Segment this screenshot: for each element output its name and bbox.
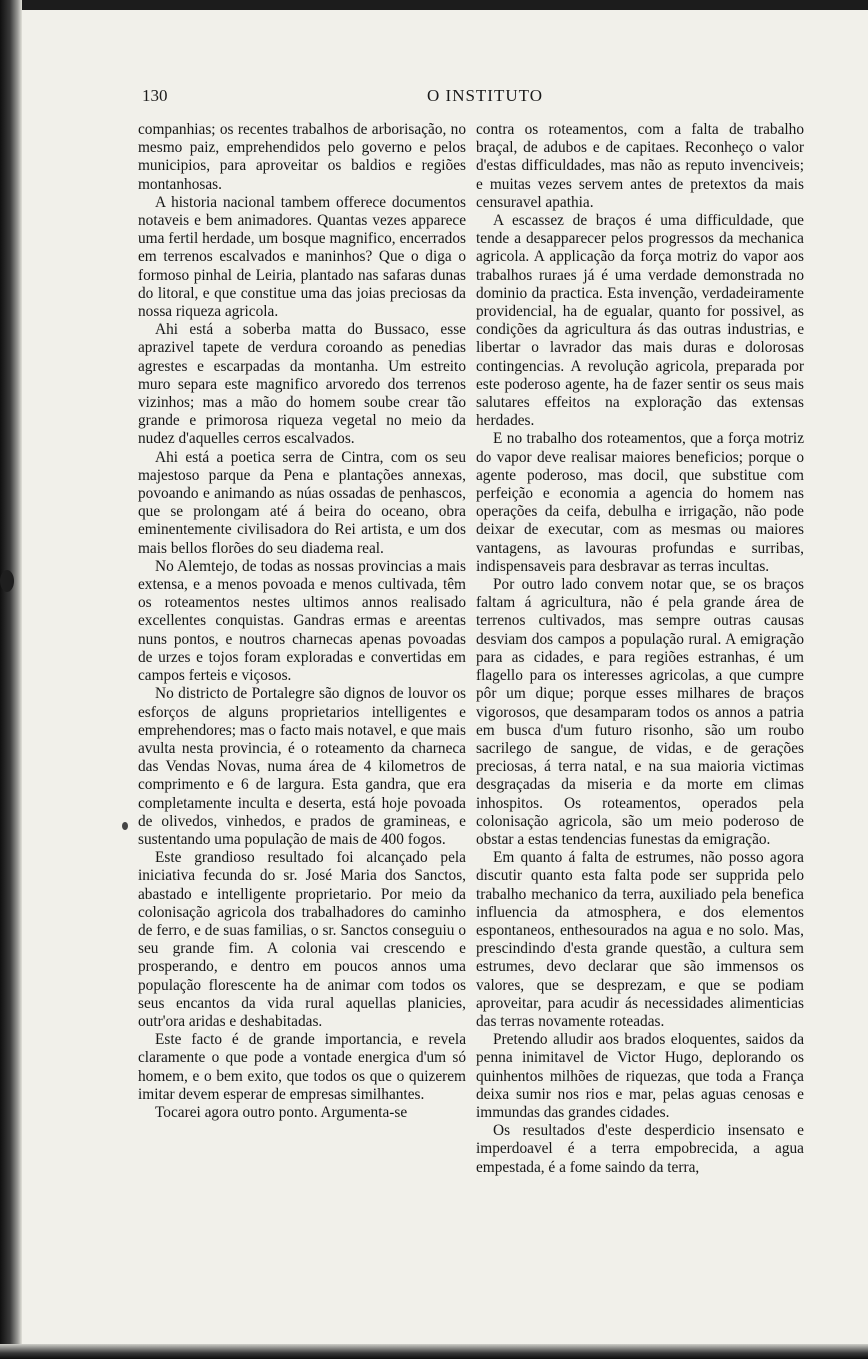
right-column — [476, 121, 804, 1177]
paragraph: No districto de Portalegre são dignos de louvor os esforços de alguns proprietarios intelligentes e emprehendores; mas o facto mais notavel, e que mais avulta nesta provincia, é o roteamento da charneca das Vendas Novas, numa área de 4 kilometros de comprimento e 6 de largura. Esta gandra, que era completamente inculta e deserta, está hoje povoada de olivedos, vinhedos, e prados de gramineas, e sustentando uma população de mais de 400 fogos. — [138, 685, 466, 848]
page-number: 130 — [142, 86, 168, 105]
paragraph: Ahi está a poetica serra de Cintra, com os seu majestoso parque da Pena e plantações annexas, povoando e animando as núas ossadas de penhascos, que se prolongam até á beira do oceano, obra eminentemente civilisadora do Rei artista, e um dos mais bellos florões do seu diadema real. — [138, 448, 466, 557]
paragraph: Os resultados d'este desperdicio insensato e imperdoavel é a terra empobrecida, a agua empestada, é a fome saindo da terra, — [476, 1122, 804, 1176]
paragraph: A historia nacional tambem offerece documentos notaveis e bem animadores. Quantas vezes apparece uma fertil herdade, um bosque magnifico, encerrados em terrenos escalvados e maninhos? Que o diga o formoso pinhal de Leiria, plantado nas safaras dunas do litoral, e que constitue uma das joias preciosas da nossa riqueza agricola. — [138, 193, 466, 321]
page-header — [140, 86, 830, 110]
binding-gutter — [0, 0, 22, 1359]
running-title: O INSTITUTO — [427, 86, 543, 105]
paragraph: Ahi está a soberba matta do Bussaco, esse aprazivel tapete de verdura coroando as penedias agrestes e escarpadas da montanha. Um estreito muro separa este magnifico arvoredo dos terrenos vizinhos; mas a mão do homem soube crear tão grande e primorosa riqueza vegetal no meio da nudez d'aquelles cerros escalvados. — [138, 321, 466, 448]
ink-blot — [0, 570, 14, 592]
paragraph: contra os roteamentos, com a falta de trabalho braçal, de adubos e de capitaes. Reconheço o valor d'estas difficuldades, mas não as reputo invenciveis; e muitas vezes servem antes de pretextos da mais censuravel apathia. — [476, 121, 804, 211]
ink-speck — [122, 822, 128, 830]
paragraph: Este grandioso resultado foi alcançado pela iniciativa fecunda do sr. José Maria dos Sanctos, abastado e intelligente proprietario. Por meio da colonisação agricola dos trabalhadores do caminho de ferro, e de suas familias, o sr. Sanctos conseguiu o seu grande fim. A colonia vai crescendo e prosperando, e dentro em poucos annos uma população florescente ha de animar com todos os seus encantos da vida rural aquellas planicies, outr'ora aridas e deshabitadas. — [138, 849, 466, 1030]
paragraph: Este facto é de grande importancia, e revela claramente o que pode a vontade energica d'um só homem, e o bem exito, que todos os que o quizerem imitar devem esperar de empresas similhantes. — [138, 1031, 466, 1103]
book-page — [22, 10, 868, 1344]
paragraph: A escassez de braços é uma difficuldade, que tende a desapparecer pelos progressos da mechanica agricola. A applicação da força motriz do vapor aos trabalhos ruraes já é uma verdade demonstrada no dominio da practica. Esta invenção, verdadeiramente providencial, ha de egualar, quanto for possivel, as condições da agricultura ás das outras industrias, e libertar o lavrador das mais duras e dolorosas contingencias. A revolução agricola, preparada por este poderoso agente, ha de fazer sentir os seus mais salutares effeitos na exploração das extensas herdades. — [476, 212, 804, 430]
paragraph: Tocarei agora outro ponto. Argumenta-se — [155, 1103, 408, 1121]
paragraph: Em quanto á falta de estrumes, não posso agora discutir quanto esta falta pode ser supprida pelo trabalho mechanico da terra, auxiliado pela benefica influencia da atmosphera, e dos elementos espontaneos, enthesourados na agua e no solo. Mas, prescindindo d'esta grande questão, a cultura sem estrumes, devo declarar que são immensos os valores, que se desprezam, e que se podiam aproveitar, para acudir ás necessidades alimenticias das terras novamente roteadas. — [476, 849, 804, 1030]
paragraph: Por outro lado convem notar que, se os braços faltam á agricultura, não é pela grande área de terrenos cultivados, mas sempre outras causas desviam dos campos a população rural. A emigração para as cidades, e para regiões estranhas, é um flagello para os interesses agricolas, a que cumpre pôr um dique; porque esses milhares de braços vigorosos, que desamparam todos os annos a patria em busca d'um futuro risonho, são um roubo sacrilego de sangue, de vidas, e de gerações preciosas, á terra natal, e na sua maioria victimas desgraçadas da miseria e da morte em climas inhospitos. Os roteamentos, operados pela colonisação agricola, são um meio poderoso de obstar a estas tendencias funestas da emigração. — [476, 576, 804, 848]
page-bottom-edge — [0, 1344, 868, 1359]
paragraph: Pretendo alludir aos brados eloquentes, saidos da penna inimitavel de Victor Hugo, deplorando os quinhentos milhões de riquezas, que toda a França deixa sumir nos rios e mar, pelas aguas cenosas e immundas das grandes cidades. — [476, 1031, 804, 1121]
paragraph: No Alemtejo, de todas as nossas provincias a mais extensa, e a menos povoada e menos cultivada, têm os roteamentos nestes ultimos annos realisado excellentes conquistas. Gandras ermas e areentas nuns pontos, e noutros charnecas apenas povoadas de urzes e tojos foram exploradas e convertidas em campos ferteis e viçosos. — [138, 557, 466, 685]
paragraph: E no trabalho dos roteamentos, que a força motriz do vapor deve realisar maiores beneficios; porque o agente poderoso, mas docil, que substitue com perfeição e economia a agencia do homem nas operações da ceifa, debulha e irrigação, não pode deixar de executar, com as mesmas ou maiores vantagens, as lavouras profundas e surribas, indispensaveis para desbravar as terras incultas. — [476, 430, 804, 575]
left-column — [138, 121, 466, 1122]
paragraph: companhias; os recentes trabalhos de arborisação, no mesmo paiz, emprehendidos pelo governo e pelos municipios, para aproveitar os baldios e regiões montanhosas. — [138, 121, 466, 193]
